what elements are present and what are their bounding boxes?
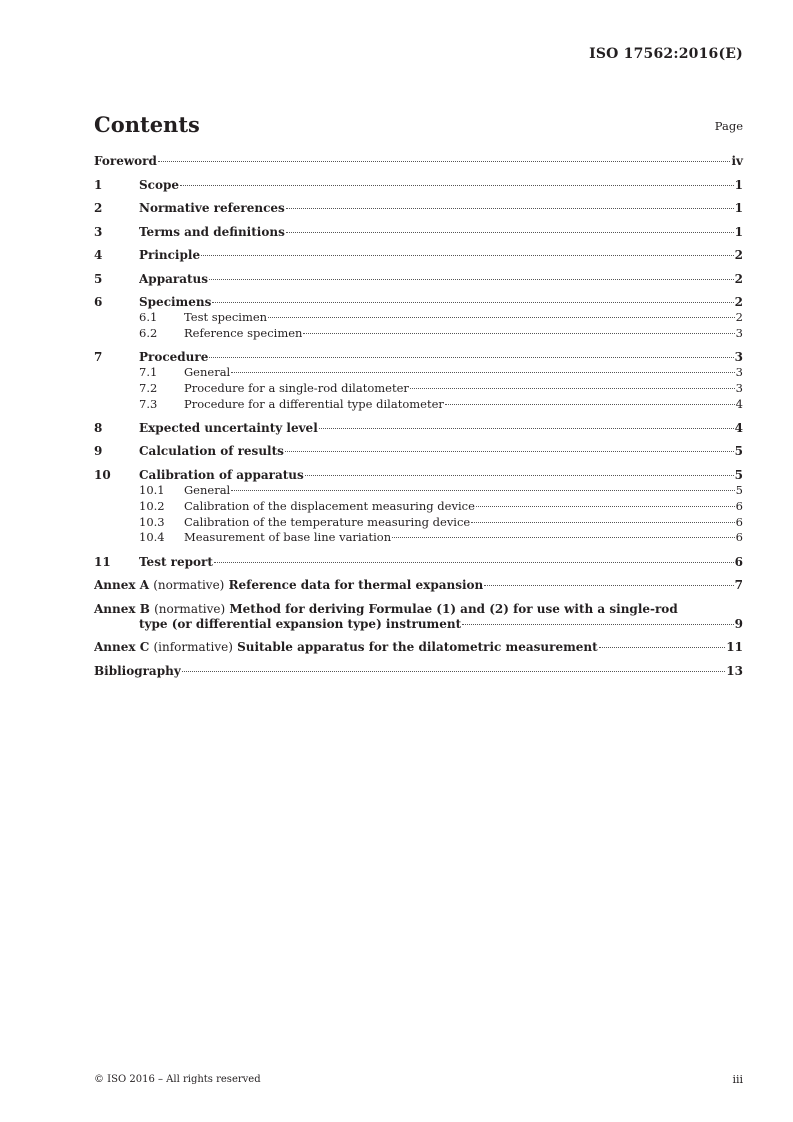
toc-entry[interactable]	[94, 350, 743, 365]
toc-section-number: 11	[94, 554, 111, 569]
toc-entry-annex-a[interactable]	[94, 578, 743, 593]
toc-entry[interactable]	[94, 248, 743, 263]
toc-subentry[interactable]	[94, 365, 743, 381]
toc-subentry-title: General	[184, 482, 231, 497]
toc-entry-title: Procedure	[139, 350, 209, 365]
annex-label: Annex C	[94, 640, 150, 655]
leader-dots	[180, 185, 734, 186]
table-of-contents	[94, 154, 743, 679]
leader-dots	[201, 255, 734, 256]
toc-entry-title: Calibration of apparatus	[139, 467, 304, 482]
leader-dots	[209, 357, 733, 358]
leader-dots	[599, 647, 726, 648]
annex-type: (normative)	[153, 578, 225, 593]
toc-page-number: 1	[734, 201, 743, 215]
toc-section-number: 8	[94, 420, 103, 435]
annex-title-line2: type (or differential expansion type) instrument	[139, 616, 462, 631]
toc-subsection-number: 7.1	[139, 365, 158, 380]
toc-subsection-number: 10.2	[139, 498, 165, 513]
toc-page-number: 9	[734, 616, 743, 631]
leader-dots	[445, 404, 735, 405]
toc-page-number: iv	[731, 154, 743, 168]
leader-dots	[158, 161, 731, 162]
toc-page-number: 5	[734, 467, 743, 482]
toc-entry[interactable]	[94, 272, 743, 287]
toc-subsection-number: 10.3	[139, 514, 165, 529]
annex-label: Annex A	[94, 578, 150, 593]
toc-entry[interactable]	[94, 225, 743, 240]
toc-section-number: 4	[94, 248, 103, 262]
toc-subentry[interactable]	[94, 310, 743, 326]
toc-page-number: 4	[735, 396, 743, 411]
leader-dots	[462, 624, 733, 625]
annex-label: Annex B	[94, 601, 150, 616]
annex-title: Reference data for thermal expansion	[228, 578, 484, 593]
toc-page-number: 2	[734, 271, 743, 286]
toc-entry-title: Terms and definitions	[139, 224, 285, 239]
toc-page-number: 3	[735, 325, 743, 340]
toc-entry[interactable]	[94, 421, 743, 436]
toc-subentry[interactable]	[94, 483, 743, 499]
toc-subentry[interactable]	[94, 397, 743, 413]
page-column-label: Page	[714, 119, 743, 133]
toc-entry-annex-b[interactable]	[94, 602, 743, 632]
toc-subsection-number: 10.1	[139, 482, 165, 497]
toc-page-number: 1	[734, 177, 743, 192]
leader-dots	[471, 522, 734, 523]
toc-entry-title: Specimens	[139, 295, 212, 309]
toc-page-number: 3	[735, 365, 743, 380]
toc-entry-title: Normative references	[139, 201, 285, 215]
toc-subsection-number: 6.1	[139, 310, 158, 324]
toc-subentry[interactable]	[94, 381, 743, 397]
toc-subentry-title: Calibration of the temperature measuring device	[184, 514, 471, 529]
toc-page-number: 6	[735, 514, 743, 529]
toc-subentry-title: Procedure for a differential type dilatometer	[184, 396, 444, 411]
document-identifier: ISO 17562:2016(E)	[589, 46, 743, 62]
toc-page-number: 7	[734, 578, 743, 593]
leader-dots	[212, 302, 733, 303]
toc-entry-title: Calculation of results	[139, 444, 284, 459]
toc-entry-annex-c[interactable]	[94, 640, 743, 655]
page-number: iii	[732, 1073, 743, 1086]
toc-entry[interactable]	[94, 444, 743, 459]
toc-subentry-title: Measurement of base line variation	[184, 530, 392, 545]
toc-entry-bibliography[interactable]	[94, 664, 743, 679]
toc-entry-title: Bibliography	[94, 663, 181, 678]
annex-title: Suitable apparatus for the dilatometric measurement	[237, 640, 598, 655]
toc-subsection-number: 6.2	[139, 325, 158, 340]
toc-subentry-title: Test specimen	[184, 310, 268, 324]
leader-dots	[209, 279, 734, 280]
annex-type: (informative)	[153, 640, 233, 655]
toc-subentry-title: General	[184, 365, 231, 380]
toc-entry[interactable]	[94, 178, 743, 193]
toc-subsection-number: 7.2	[139, 380, 158, 395]
toc-entry-title: Scope	[139, 177, 180, 192]
toc-section-number: 2	[94, 201, 103, 215]
annex-title-line1: Method for deriving Formulae (1) and (2) for use with a single-rod	[229, 601, 678, 616]
toc-page-number: 1	[734, 224, 743, 239]
toc-subentry[interactable]	[94, 515, 743, 531]
toc-entry[interactable]	[94, 295, 743, 310]
leader-dots	[286, 232, 734, 233]
toc-entry-title: Expected uncertainty level	[139, 420, 318, 435]
toc-page-number: 6	[735, 530, 743, 545]
contents-title: Contents	[94, 112, 200, 137]
leader-dots	[476, 506, 735, 507]
toc-entry[interactable]	[94, 201, 743, 216]
toc-entry[interactable]	[94, 555, 743, 570]
toc-entry-title: Test report	[139, 554, 213, 569]
toc-subsection-number: 10.4	[139, 530, 165, 545]
leader-dots	[285, 451, 734, 452]
toc-page-number: 11	[726, 640, 743, 655]
leader-dots	[392, 537, 735, 538]
toc-page-number: 2	[734, 248, 743, 262]
toc-page-number: 3	[735, 380, 743, 395]
toc-page-number: 13	[726, 663, 743, 678]
toc-subentry[interactable]	[94, 326, 743, 342]
toc-subentry-title: Procedure for a single-rod dilatometer	[184, 380, 409, 395]
toc-page-number: 5	[734, 444, 743, 459]
toc-section-number: 7	[94, 350, 103, 365]
annex-type: (normative)	[154, 601, 226, 616]
toc-page-number: 2	[735, 310, 743, 324]
toc-entry[interactable]	[94, 154, 743, 169]
toc-subsection-number: 7.3	[139, 396, 158, 411]
toc-entry[interactable]	[94, 468, 743, 483]
toc-subentry[interactable]	[94, 499, 743, 515]
toc-page-number: 6	[735, 498, 743, 513]
leader-dots	[231, 372, 734, 373]
toc-section-number: 1	[94, 177, 103, 192]
leader-dots	[484, 585, 733, 586]
toc-subentry[interactable]	[94, 530, 743, 546]
leader-dots	[231, 490, 734, 491]
leader-dots	[182, 671, 726, 672]
leader-dots	[305, 475, 734, 476]
copyright-notice: © ISO 2016 – All rights reserved	[94, 1074, 261, 1085]
toc-section-number: 10	[94, 467, 111, 482]
leader-dots	[410, 388, 735, 389]
leader-dots	[286, 208, 734, 209]
toc-subentry-title: Calibration of the displacement measuring device	[184, 498, 475, 513]
toc-page-number: 6	[734, 554, 743, 569]
leader-dots	[268, 317, 735, 318]
toc-page-number: 4	[734, 420, 743, 435]
leader-dots	[214, 562, 734, 563]
toc-entry-title: Apparatus	[139, 271, 208, 286]
toc-section-number: 5	[94, 271, 103, 286]
toc-section-number: 3	[94, 224, 103, 239]
toc-page-number: 5	[735, 482, 743, 497]
toc-section-number: 6	[94, 295, 103, 309]
toc-section-number: 9	[94, 444, 103, 459]
leader-dots	[303, 333, 734, 334]
toc-page-number: 2	[734, 295, 743, 309]
toc-subentry-title: Reference specimen	[184, 325, 303, 340]
leader-dots	[319, 428, 734, 429]
toc-entry-title: Foreword	[94, 154, 157, 168]
toc-page-number: 3	[734, 350, 743, 365]
toc-entry-title: Principle	[139, 248, 201, 262]
